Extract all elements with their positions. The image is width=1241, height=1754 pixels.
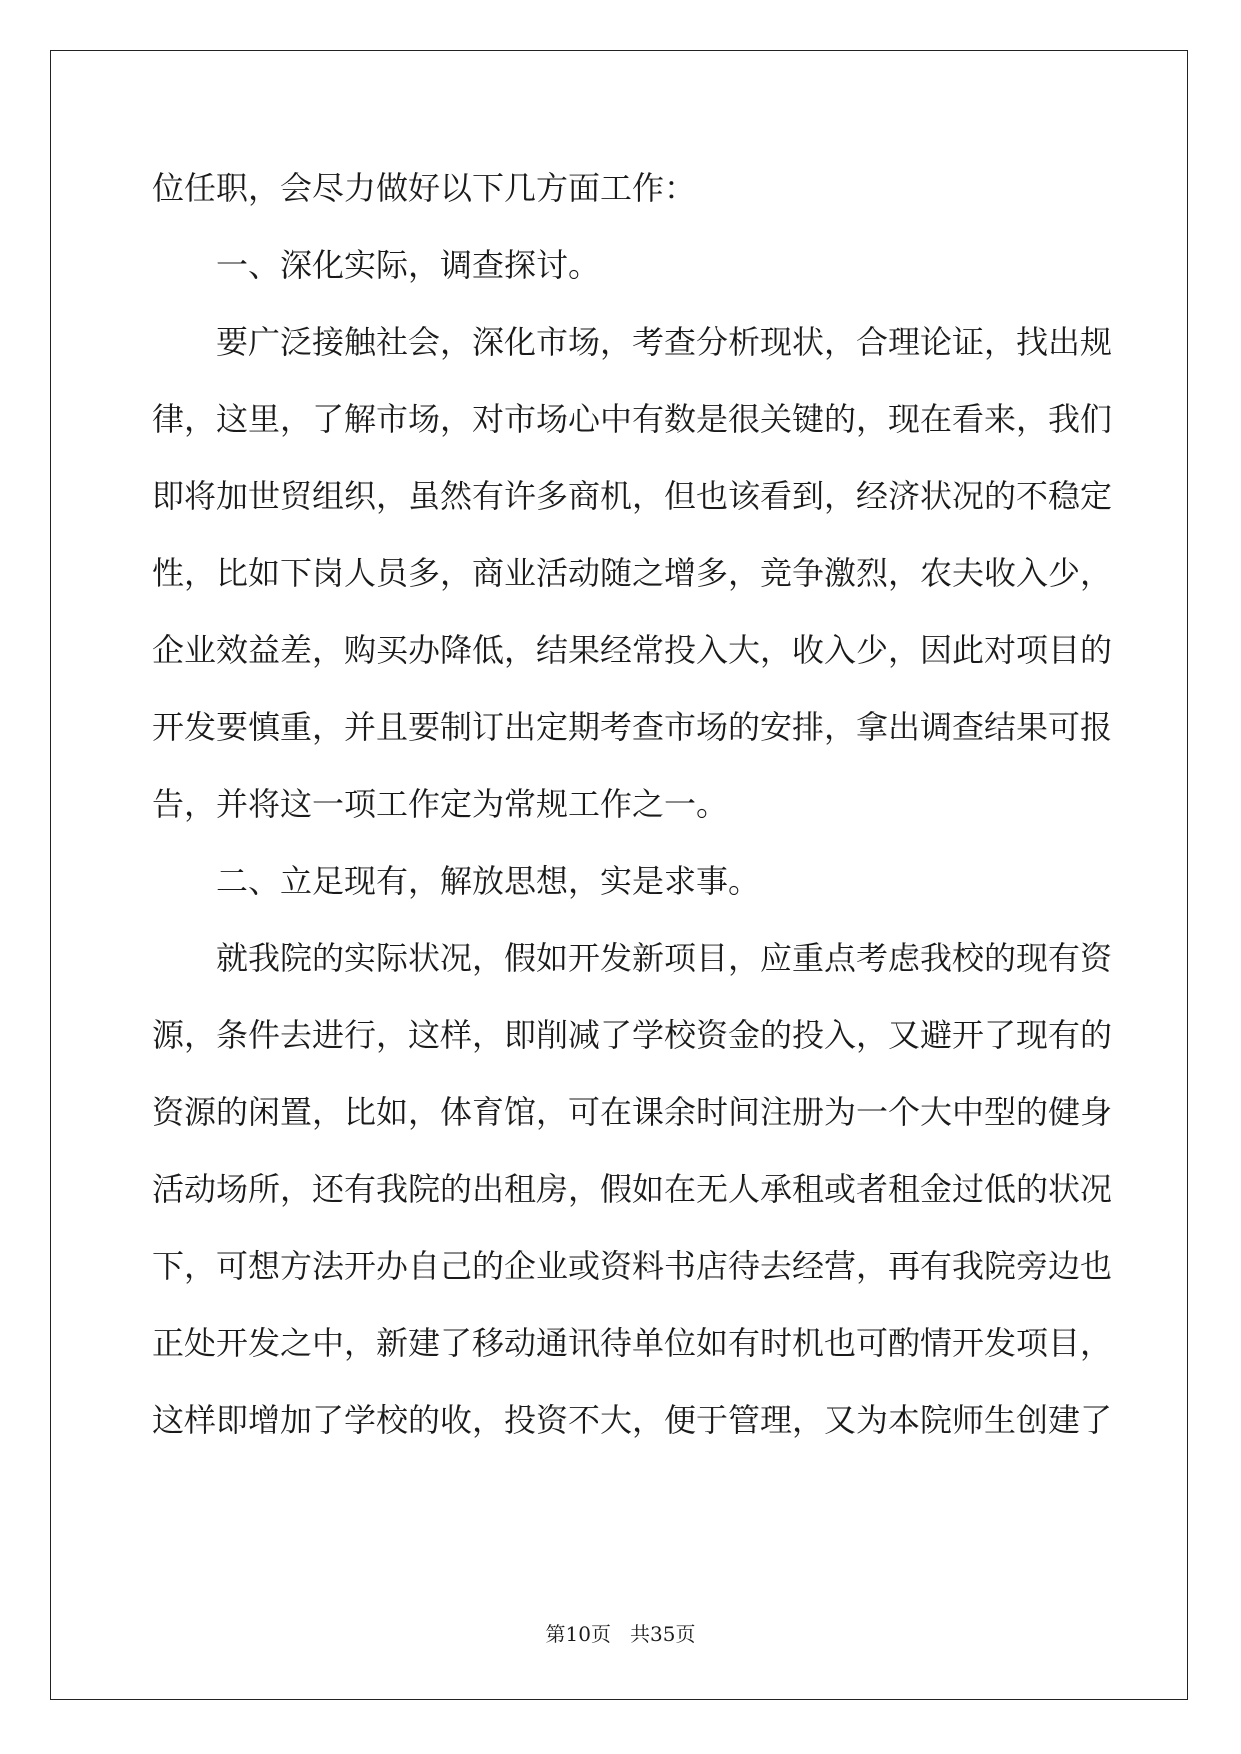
section-heading-2: 二、立足现有，解放思想，实是求事。	[216, 862, 761, 900]
paragraph-line: 就我院的实际状况，假如开发新项目，应重点考虑我校的现有资	[216, 939, 1113, 977]
paragraph-line: 企业效益差，购买办降低，结果经常投入大，收入少，因此对项目的	[152, 631, 1113, 669]
paragraph-line: 告，并将这一项工作定为常规工作之一。	[152, 785, 729, 823]
paragraph-line: 活动场所，还有我院的出租房，假如在无人承租或者租金过低的状况	[152, 1170, 1113, 1208]
paragraph-line: 开发要慎重，并且要制订出定期考查市场的安排，拿出调查结果可报	[152, 708, 1113, 746]
section-heading-1: 一、深化实际，调查探讨。	[216, 246, 601, 284]
paragraph-line: 位任职，会尽力做好以下几方面工作：	[152, 169, 697, 207]
page-number-footer: 第10页 共35页	[545, 1622, 696, 1646]
paragraph-line: 资源的闲置，比如，体育馆，可在课余时间注册为一个大中型的健身	[152, 1093, 1113, 1131]
paragraph-line: 即将加世贸组织，虽然有许多商机，但也该看到，经济状况的不稳定	[152, 477, 1113, 515]
paragraph-line: 这样即增加了学校的收，投资不大，便于管理，又为本院师生创建了	[152, 1401, 1113, 1439]
paragraph-line: 正处开发之中，新建了移动通讯待单位如有时机也可酌情开发项目，	[152, 1324, 1113, 1362]
paragraph-line: 性，比如下岗人员多，商业活动随之增多，竞争激烈，农夫收入少，	[152, 554, 1113, 592]
paragraph-line: 律，这里，了解市场，对市场心中有数是很关键的，现在看来，我们	[152, 400, 1113, 438]
paragraph-line: 源，条件去进行，这样，即削减了学校资金的投入，又避开了现有的	[152, 1016, 1113, 1054]
document-body	[152, 150, 1113, 1459]
paragraph-line: 要广泛接触社会，深化市场，考查分析现状，合理论证，找出规	[216, 323, 1113, 361]
paragraph-line: 下，可想方法开办自己的企业或资料书店待去经营，再有我院旁边也	[152, 1247, 1113, 1285]
